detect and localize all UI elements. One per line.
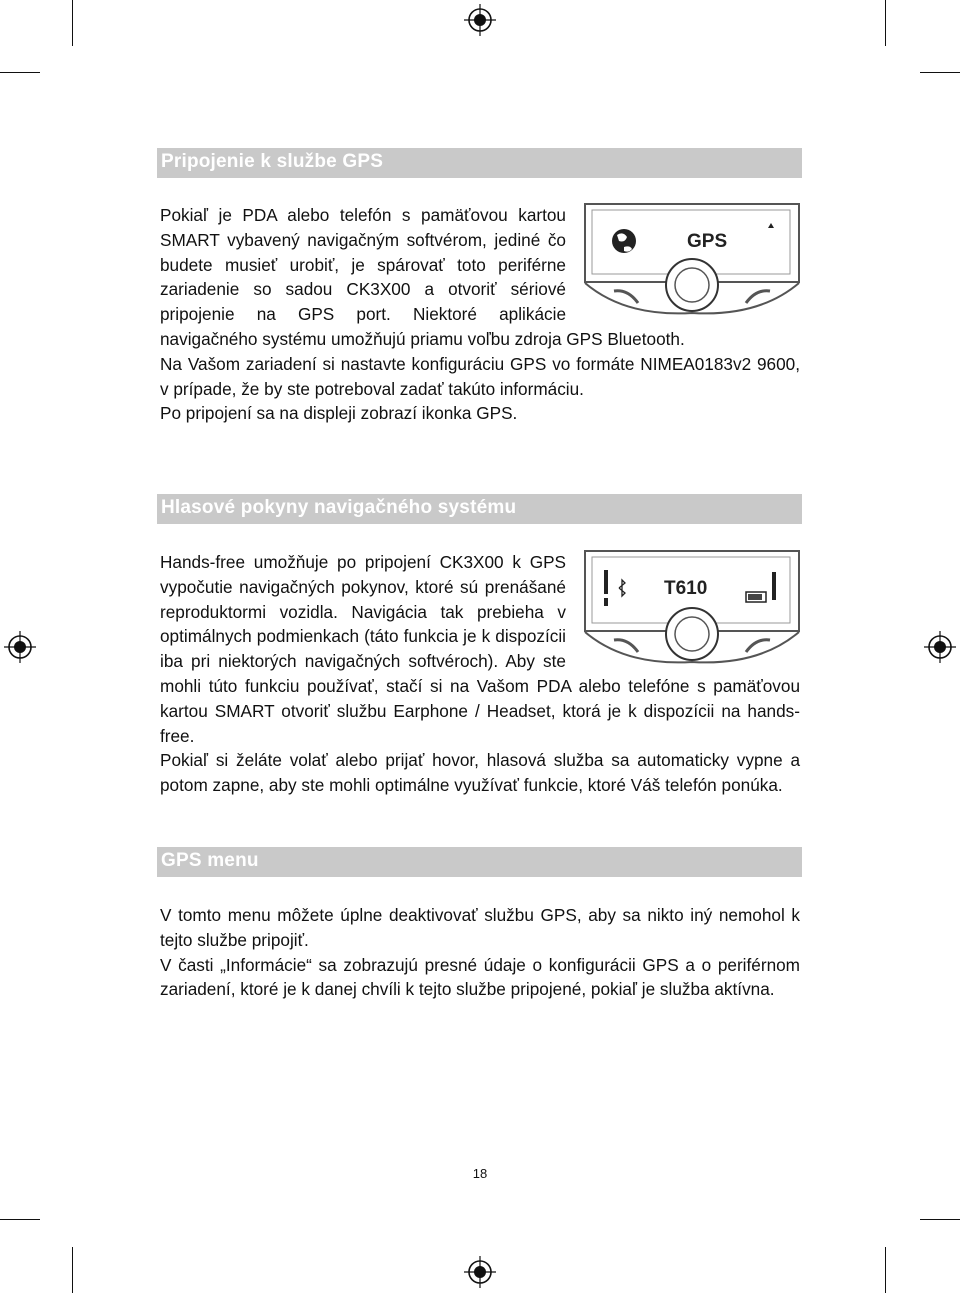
paragraph: Pokiaľ si želáte volať alebo prijať hovor, hlasová služba sa automaticky vypne a potom zapne, aby ste mohli optimálne využívať funkcie, ktoré Váš telefón ponúka. <box>160 750 800 796</box>
crop-mark <box>0 1219 40 1220</box>
battery-icon <box>746 592 766 602</box>
section-body-voice-navigation <box>160 550 800 798</box>
globe-icon <box>612 229 636 253</box>
section-body-gps-connection <box>160 203 800 426</box>
signal-strength-icon <box>772 572 776 600</box>
section-title: Hlasové pokyny navigačného systému <box>161 497 517 518</box>
crop-mark <box>920 1219 960 1220</box>
display-text: T610 <box>664 578 708 599</box>
signal-strength-icon <box>604 570 608 606</box>
paragraph: V časti „Informácie“ sa zobrazujú presné údaje o konfigurácii GPS a o periférnom zariadení, ktoré je k danej chvíli k tejto službe pripojené, pokiaľ je služba aktívna. <box>160 954 800 1000</box>
paragraph: Hands-free umožňuje po pripojení CK3X00 k GPS vypočutie navigačných pokynov, ktoré sú prenášané reproduktormi vozidla. Navigácia tak prebieha v optimálnych podmienkach (táto funkcia je k dispozícii iba pri niektorých navigačných softvéroch). Aby ste mohli túto funkciu používať, stačí si na Vašom PDA alebo telefóne s pamäťovou kartou SMART otvoriť službu Earphone / Headset, ktorá je k dispozícii na hands-free. <box>160 552 800 746</box>
crop-mark <box>885 1247 886 1293</box>
crop-mark <box>920 72 960 73</box>
registration-mark-icon <box>4 631 36 663</box>
registration-mark-icon <box>464 4 496 36</box>
paragraph: Na Vašom zariadení si nastavte konfiguráciu GPS vo formáte NIMEA0183v2 9600, v prípade, že by ste potreboval zadať takúto informáciu. <box>160 353 800 399</box>
section-header-gps-menu <box>157 847 802 877</box>
display-text: GPS <box>687 231 728 252</box>
section-header-voice-navigation <box>157 494 802 524</box>
device-display-figure <box>584 203 800 315</box>
registration-mark-icon <box>464 1256 496 1288</box>
paragraph: Po pripojení sa na displeji zobrazí ikonka GPS. <box>160 403 518 424</box>
device-display-figure <box>584 550 800 666</box>
page-number: 18 <box>472 1166 488 1181</box>
paragraph: Pokiaľ je PDA alebo telefón s pamäťovou kartou SMART vybavený navigačným softvérom, jediné čo budete musieť urobiť, je spárovať toto periférne zariadenie so sadou CK3X00 a otvoriť sériové pripojenie na GPS port. Niektoré aplikácie navigačného systému umožňujú priamu voľbu zdroja GPS Bluetooth. <box>160 205 685 349</box>
section-header-gps-connection <box>157 148 802 178</box>
section-body-gps-menu <box>160 903 800 1002</box>
section-title: GPS menu <box>161 850 259 871</box>
crop-mark <box>885 0 886 46</box>
crop-mark <box>72 1247 73 1293</box>
registration-mark-icon <box>924 631 956 663</box>
paragraph: V tomto menu môžete úplne deaktivovať službu GPS, aby sa nikto iný nemohol k tejto službe pripojiť. <box>160 905 800 950</box>
section-title: Pripojenie k službe GPS <box>161 151 384 172</box>
crop-mark <box>0 72 40 73</box>
crop-mark <box>72 0 73 46</box>
